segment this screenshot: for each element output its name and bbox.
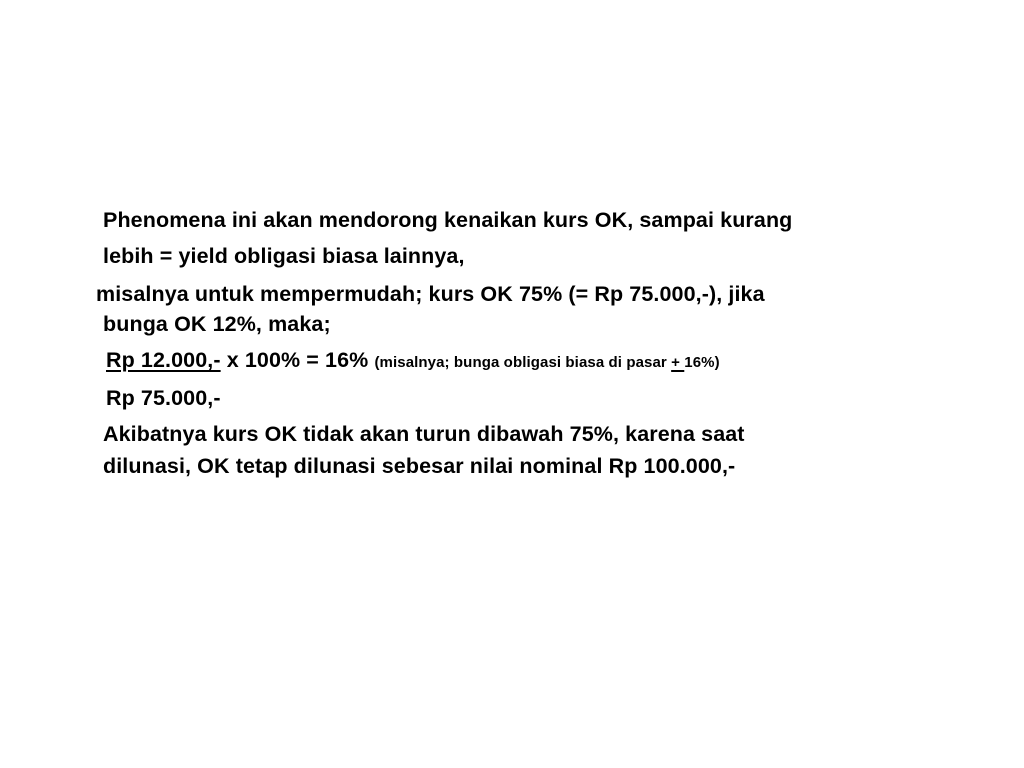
formula-plus-minus: + — [671, 354, 685, 371]
formula-note-prefix: (misalnya; bunga obligasi biasa di pasar — [374, 354, 672, 371]
formula-numerator: Rp 12.000,- — [106, 348, 221, 372]
formula-expression: x 100% = 16% — [220, 348, 375, 372]
formula-line — [106, 347, 720, 376]
formula-note-suffix: 16%) — [684, 354, 720, 371]
paragraph3-line2: dilunasi, OK tetap dilunasi sebesar nilai nominal Rp 100.000,- — [103, 454, 736, 478]
formula-denominator: Rp 75.000,- — [106, 386, 221, 410]
paragraph3-line1: Akibatnya kurs OK tidak akan turun dibawah 75%, karena saat — [103, 422, 745, 446]
paragraph1-line2: lebih = yield obligasi biasa lainnya, — [103, 244, 465, 268]
paragraph1-line1: Phenomena ini akan mendorong kenaikan kurs OK, sampai kurang — [103, 208, 793, 232]
paragraph2-line2: bunga OK 12%, maka; — [103, 312, 331, 336]
paragraph2-line1: misalnya untuk mempermudah; kurs OK 75% (= Rp 75.000,-), jika — [96, 282, 765, 306]
